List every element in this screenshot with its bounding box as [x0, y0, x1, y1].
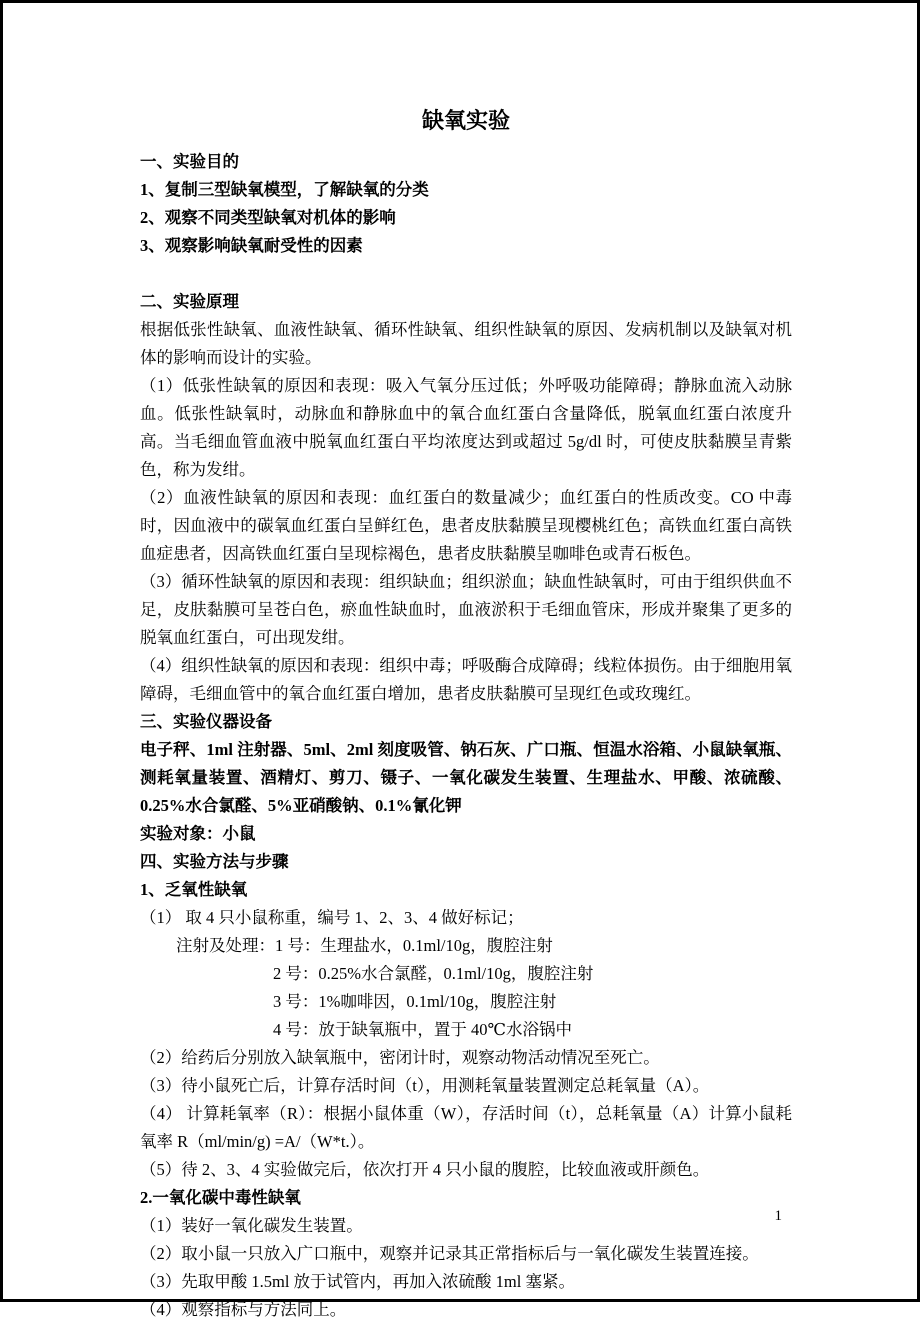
injection-line: 注射及处理：1 号：生理盐水，0.1ml/10g，腹腔注射 — [176, 936, 553, 955]
experiment-subject: 实验对象：小鼠 — [140, 824, 256, 843]
document-content — [140, 104, 792, 1324]
paragraph-principle-2: （2）血液性缺氧的原因和表现：血红蛋白的数量减少；血红蛋白的性质改变。CO 中毒时，因血液中的碳氧血红蛋白呈鲜红色，患者皮肤黏膜呈现樱桃红色；高铁血红蛋白高铁血症患者，因高铁血红蛋白呈现棕褐色，患者皮肤黏膜呈咖啡色或青石板色。 — [140, 488, 792, 563]
purpose-item: 2、观察不同类型缺氧对机体的影响 — [140, 208, 396, 227]
blank-line — [140, 260, 792, 288]
method-step: （2）给药后分别放入缺氧瓶中，密闭计时，观察动物活动情况至死亡。 — [140, 1048, 660, 1067]
document-title: 缺氧实验 — [421, 108, 510, 133]
method-step: （4） 计算耗氧率（R）：根据小鼠体重（W），存活时间（t），总耗氧量（A）计算小鼠耗氧率 R（ml/min/g) =A/（W*t.）。 — [140, 1104, 792, 1151]
method-step: （3）待小鼠死亡后，计算存活时间（t），用测耗氧量装置测定总耗氧量（A）。 — [140, 1076, 710, 1095]
heading-purpose: 一、实验目的 — [140, 152, 239, 171]
purpose-item: 3、观察影响缺氧耐受性的因素 — [140, 236, 363, 255]
heading-method-part2: 2.一氧化碳中毒性缺氧 — [140, 1188, 301, 1207]
method-step: （2）取小鼠一只放入广口瓶中，观察并记录其正常指标后与一氧化碳发生装置连接。 — [140, 1244, 759, 1263]
method-step: （4）观察指标与方法同上。 — [140, 1300, 347, 1319]
paragraph-principle-1: （1）低张性缺氧的原因和表现：吸入气氧分压过低；外呼吸功能障碍；静脉血流入动脉血。低张性缺氧时，动脉血和静脉血中的氧合血红蛋白含量降低，脱氧血红蛋白浓度升高。当毛细血管血液中脱氧血红蛋白平均浓度达到或超过 5g/dl 时，可使皮肤黏膜呈青紫色，称为发绀。 — [140, 376, 792, 479]
method-step: （3）先取甲酸 1.5ml 放于试管内，再加入浓硫酸 1ml 塞紧。 — [140, 1272, 575, 1291]
method-step: （1）装好一氧化碳发生装置。 — [140, 1216, 363, 1235]
method-step: （1） 取 4 只小鼠称重，编号 1、2、3、4 做好标记； — [140, 908, 524, 927]
paragraph-equipment-list: 电子秤、1ml 注射器、5ml、2ml 刻度吸管、钠石灰、广口瓶、恒温水浴箱、小鼠缺氧瓶、测耗氧量装置、酒精灯、剪刀、镊子、一氧化碳发生装置、生理盐水、甲酸、浓硫酸、0.25%水合氯醛、5%亚硝酸钠、0.1%氰化钾 — [140, 740, 792, 815]
heading-equipment: 三、实验仪器设备 — [140, 712, 272, 731]
injection-line: 2 号：0.25%水合氯醛，0.1ml/10g，腹腔注射 — [273, 964, 594, 983]
paragraph-principle-intro: 根据低张性缺氧、血液性缺氧、循环性缺氧、组织性缺氧的原因、发病机制以及缺氧对机体的影响而设计的实验。 — [140, 320, 792, 367]
purpose-item: 1、复制三型缺氧模型，了解缺氧的分类 — [140, 180, 429, 199]
paragraph-principle-4: （4）组织性缺氧的原因和表现：组织中毒；呼吸酶合成障碍；线粒体损伤。由于细胞用氧障碍，毛细血管中的氧合血红蛋白增加，患者皮肤黏膜可呈现红色或玫瑰红。 — [140, 656, 792, 703]
method-step: （5）待 2、3、4 实验做完后，依次打开 4 只小鼠的腹腔，比较血液或肝颜色。 — [140, 1160, 710, 1179]
injection-line: 4 号：放于缺氧瓶中，置于 40℃水浴锅中 — [273, 1020, 572, 1039]
paragraph-principle-3: （3）循环性缺氧的原因和表现：组织缺血；组织淤血；缺血性缺氧时，可由于组织供血不足，皮肤黏膜可呈苍白色，瘀血性缺血时，血液淤积于毛细血管床，形成并聚集了更多的脱氧血红蛋白，可出现发绀。 — [140, 572, 792, 647]
injection-line: 3 号：1%咖啡因，0.1ml/10g，腹腔注射 — [273, 992, 557, 1011]
page-number: 1 — [774, 1208, 782, 1224]
heading-method-part1: 1、乏氧性缺氧 — [140, 880, 248, 899]
heading-methods: 四、实验方法与步骤 — [140, 852, 289, 871]
heading-principle: 二、实验原理 — [140, 292, 239, 311]
